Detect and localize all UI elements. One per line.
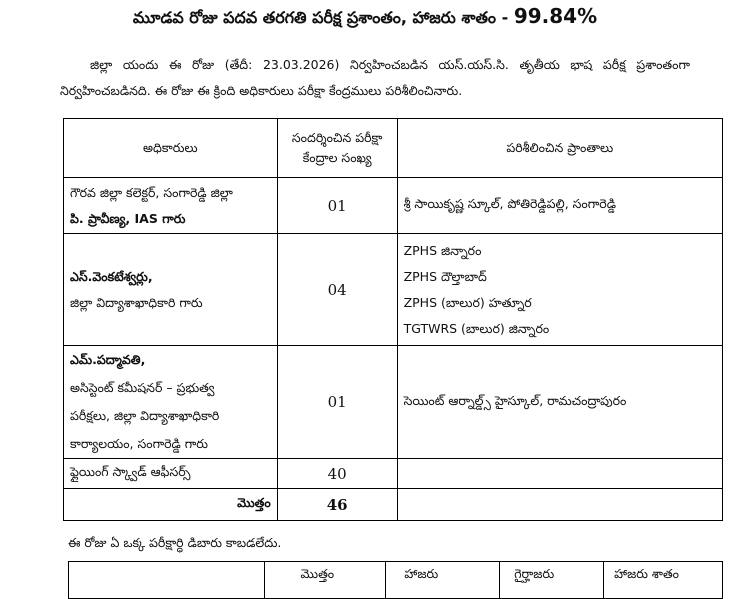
place-item: ZPHS జిన్నారం <box>403 242 482 258</box>
center-count: 01 <box>277 178 397 234</box>
officer-line: అసిస్టెంట్ కమీషనర్ – ప్రభుత్వ <box>70 380 215 395</box>
page-title <box>0 4 730 31</box>
officer-cell <box>64 346 278 459</box>
center-count: 40 <box>277 459 397 489</box>
table-row <box>64 346 723 459</box>
attendance-header-row <box>69 562 723 599</box>
officer-name: ఎమ్.పద్మావతి, <box>70 352 146 367</box>
places-cell <box>397 234 722 346</box>
header-officers: అధికారులు <box>64 119 278 178</box>
table-row <box>64 234 723 346</box>
inspection-table <box>63 118 723 521</box>
officer-line: పరీక్షలు, జిల్లా విద్యాశాఖాధికారి <box>70 408 220 423</box>
table-row <box>64 459 723 489</box>
table-row <box>64 178 723 234</box>
place-item: TGTWRS (బాలుర) జిన్నారం <box>403 320 550 336</box>
officer-cell <box>64 234 278 346</box>
attendance-header: మొత్తం <box>264 562 386 599</box>
officer-cell <box>64 178 278 234</box>
attendance-percent: 99.84% <box>513 4 598 28</box>
center-count: 01 <box>277 346 397 459</box>
intro-paragraph: జిల్లా యందు ఈ రోజు (తేదీ: 23.03.2026) నిర్వహించబడిన యస్.యస్.సి. తృతీయ భాష పరీక్ష ప్రశాంతంగా నిర్వహించబడినది. ఈ రోజు ఈ క్రింది అధికారులు పరీక్షా కేంద్రములు పరిశీలించినారు. <box>60 57 690 98</box>
place-item: శ్రీ సాయికృష్ణ స్కూల్, పోతిరెడ్డిపల్లి, సంగారెడ్డి <box>403 196 616 211</box>
total-row <box>64 489 723 521</box>
debar-note: ఈ రోజు ఏ ఒక్క పరీక్షార్ధి డిబారు కాబడలేదు. <box>68 535 282 550</box>
attendance-header: హాజరు శాతం <box>604 562 723 599</box>
place-item: ZPHS (బాలుర) హత్నూర <box>403 294 532 310</box>
header-centers-line1: సందర్శించిన పరీక్షా <box>291 130 383 145</box>
places-cell <box>397 489 722 521</box>
center-count: 04 <box>277 234 397 346</box>
title-text: మూడవ రోజు పదవ తరగతి పరీక్ష ప్రశాంతం, హాజరు శాతం - <box>132 8 514 27</box>
header-centers <box>277 119 397 178</box>
attendance-table <box>68 561 723 599</box>
places-cell <box>397 459 722 489</box>
officer-line: గౌరవ జిల్లా కలెక్టర్, సంగారెడ్డి జిల్లా <box>70 184 233 200</box>
attendance-header: హాజరు <box>386 562 500 599</box>
header-places: పరిశీలించిన ప్రాంతాలు <box>397 119 722 178</box>
officer-name: పి. ప్రావీణ్య, IAS గారు <box>70 210 186 226</box>
place-item: ZPHS దౌల్తాబాద్ <box>403 268 487 284</box>
place-item: సెయింట్ ఆర్నాల్డ్స్ హైస్కూల్, రామచంద్రాపురం <box>403 392 627 408</box>
officer-line: జిల్లా విద్యాశాఖాధికారి గారు <box>70 294 203 310</box>
places-cell <box>397 346 722 459</box>
attendance-header <box>69 562 265 599</box>
attendance-header: గైర్హాజరు <box>500 562 604 599</box>
officer-cell: ఫ్లైయింగ్ స్క్వాడ్ ఆఫీసర్స్ <box>64 459 278 489</box>
officer-line: కార్యాలయం, సంగారెడ్డి గారు <box>70 436 209 451</box>
officer-name: ఎస్.వెంకటేశ్వర్లు, <box>70 268 153 284</box>
total-count: 46 <box>277 489 397 521</box>
total-label: మొత్తం <box>64 489 278 521</box>
header-centers-line2: కేంద్రాల సంఖ్య <box>302 150 372 165</box>
table-header-row <box>64 119 723 178</box>
places-cell <box>397 178 722 234</box>
